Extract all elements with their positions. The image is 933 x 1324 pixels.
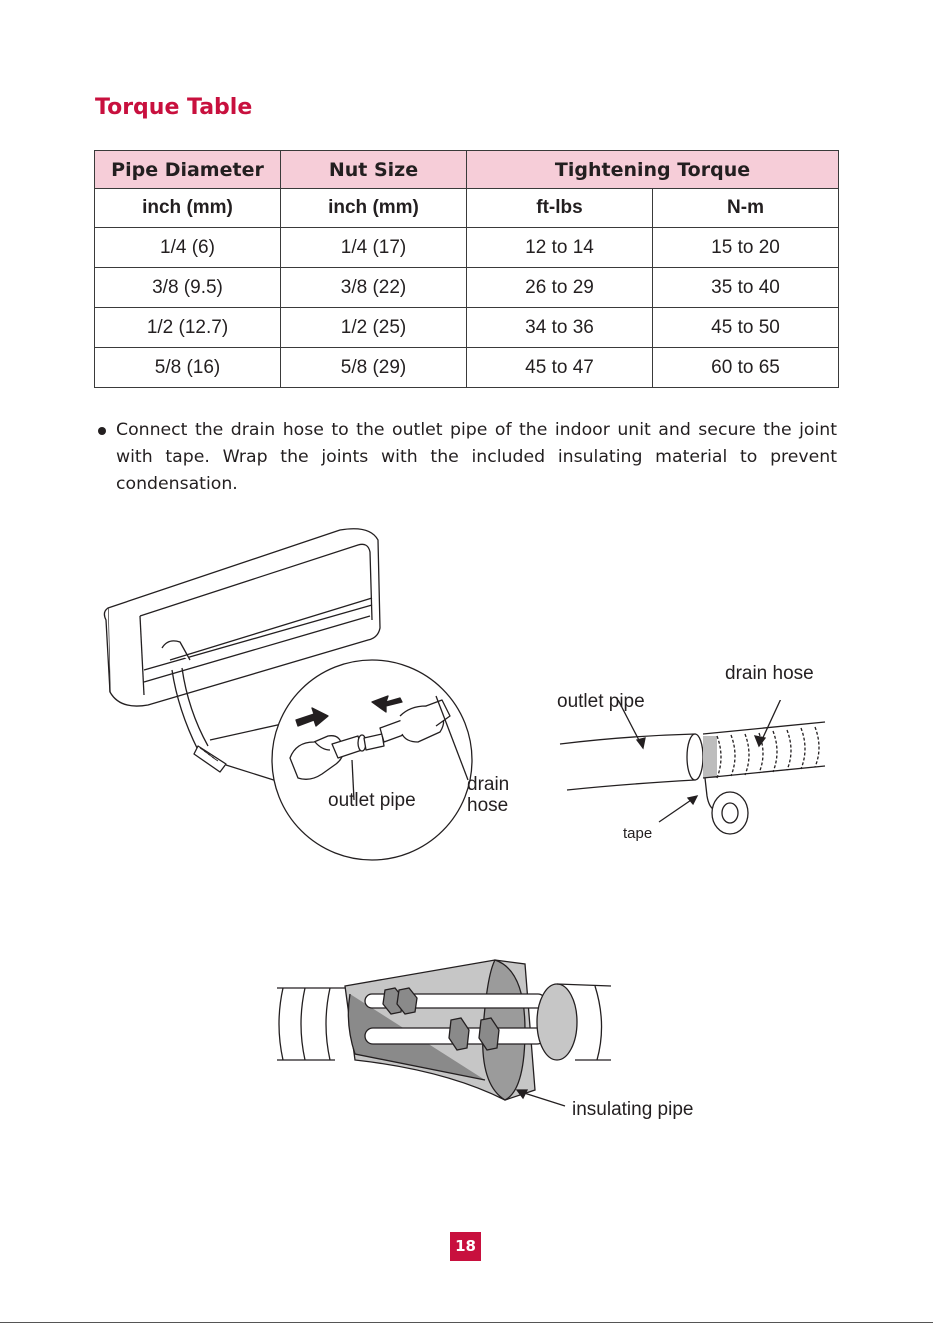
header-nut-size: Nut Size bbox=[281, 151, 467, 189]
cell-nm: 60 to 65 bbox=[653, 348, 839, 388]
cell-ftlbs: 45 to 47 bbox=[467, 348, 653, 388]
torque-table bbox=[94, 150, 839, 388]
table-row bbox=[95, 308, 839, 348]
instruction-paragraph bbox=[116, 417, 837, 498]
instruction-line: Connect the drain hose to the outlet pipe of the indoor unit and secure the joint bbox=[116, 420, 837, 440]
table-row bbox=[95, 228, 839, 268]
label-outlet-pipe: outlet pipe bbox=[328, 790, 416, 811]
page-number: 18 bbox=[450, 1232, 481, 1261]
tape-joint-illustration bbox=[555, 700, 830, 840]
subheader-nm: N-m bbox=[653, 189, 839, 228]
table-row bbox=[95, 268, 839, 308]
page-bottom-rule bbox=[0, 1322, 933, 1323]
table-row bbox=[95, 348, 839, 388]
header-tightening-torque: Tightening Torque bbox=[467, 151, 839, 189]
bullet-icon bbox=[98, 427, 106, 435]
cell-nm: 35 to 40 bbox=[653, 268, 839, 308]
cell-nut: 5/8 (29) bbox=[281, 348, 467, 388]
instruction-line: condensation. bbox=[116, 474, 238, 494]
cell-ftlbs: 12 to 14 bbox=[467, 228, 653, 268]
cell-pipe: 1/2 (12.7) bbox=[95, 308, 281, 348]
label-drain-hose: drain hose bbox=[725, 663, 814, 684]
table-header-row bbox=[95, 151, 839, 189]
cell-nm: 45 to 50 bbox=[653, 308, 839, 348]
label-insulating-pipe: insulating pipe bbox=[572, 1099, 694, 1120]
header-pipe-diameter: Pipe Diameter bbox=[95, 151, 281, 189]
table-subheader-row bbox=[95, 189, 839, 228]
cell-nut: 3/8 (22) bbox=[281, 268, 467, 308]
cell-pipe: 5/8 (16) bbox=[95, 348, 281, 388]
cell-pipe: 3/8 (9.5) bbox=[95, 268, 281, 308]
label-outlet-pipe-2: outlet pipe bbox=[557, 691, 645, 712]
instruction-line: with tape. Wrap the joints with the included insulating material to prevent bbox=[116, 447, 837, 467]
cell-nut: 1/2 (25) bbox=[281, 308, 467, 348]
cell-nm: 15 to 20 bbox=[653, 228, 839, 268]
cell-ftlbs: 34 to 36 bbox=[467, 308, 653, 348]
subheader-nut-unit: inch (mm) bbox=[281, 189, 467, 228]
subheader-pipe-unit: inch (mm) bbox=[95, 189, 281, 228]
page-title: Torque Table bbox=[95, 95, 253, 120]
cell-ftlbs: 26 to 29 bbox=[467, 268, 653, 308]
indoor-unit-illustration bbox=[100, 520, 520, 865]
label-hose: hose bbox=[467, 795, 509, 816]
subheader-ftlbs: ft-lbs bbox=[467, 189, 653, 228]
insulating-pipe-illustration bbox=[275, 950, 615, 1115]
cell-nut: 1/4 (17) bbox=[281, 228, 467, 268]
label-drain: drain bbox=[467, 774, 510, 795]
cell-pipe: 1/4 (6) bbox=[95, 228, 281, 268]
label-tape: tape bbox=[623, 825, 653, 842]
